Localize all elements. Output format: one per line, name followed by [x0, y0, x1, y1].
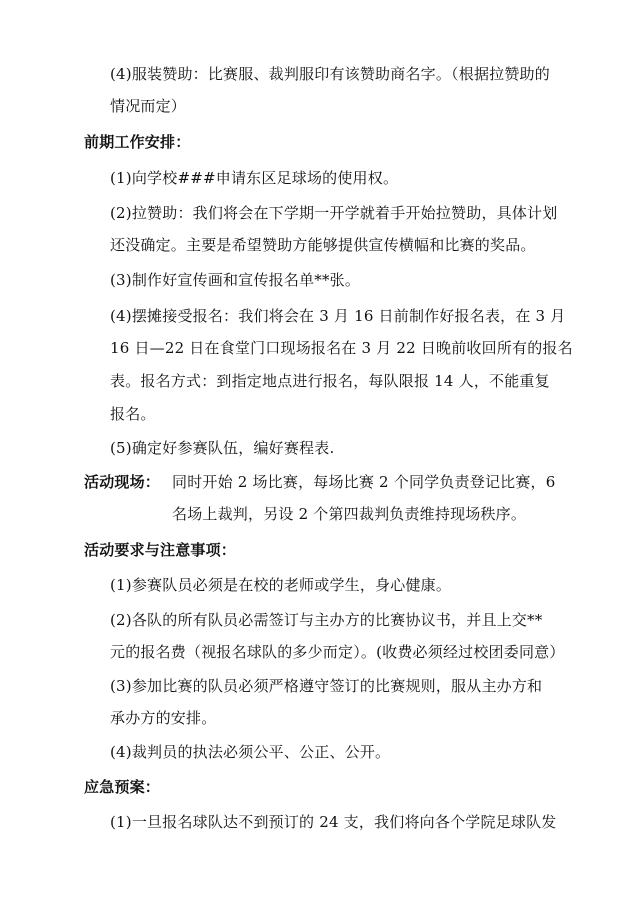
preparation-item-4-line3: 表。报名方式：到指定地点进行报名，每队限报 14 人，不能重复	[110, 372, 550, 390]
preparation-item-2-line1: (2)拉赞助：我们将会在下学期一开学就着手开始拉赞助，具体计划	[110, 204, 558, 222]
emergency-item-1-line1: (1)一旦报名球队达不到预订的 24 支，我们将向各个学院足球队发	[110, 813, 557, 831]
preparation-item-1: (1)向学校###申请东区足球场的使用权。	[110, 169, 399, 187]
requirements-item-3-line2: 承办方的安排。	[110, 709, 217, 727]
preparation-item-4-line1: (4)摆摊接受报名：我们将会在 3 月 16 日前制作好报名表，在 3 月	[110, 307, 566, 325]
onsite-line2: 名场上裁判，另设 2 个第四裁判负责维持现场秩序。	[172, 505, 527, 523]
emergency-heading: 应急预案：	[84, 778, 161, 796]
preparation-item-4-line4: 报名。	[110, 405, 156, 423]
onsite-line1: 同时开始 2 场比赛，每场比赛 2 个同学负责登记比赛，6	[172, 473, 556, 491]
preparation-item-4-line2: 16 日—22 日在食堂门口现场报名在 3 月 22 日晚前收回所有的报名	[110, 339, 573, 357]
preparation-item-3: (3)制作好宣传画和宣传报名单**张。	[110, 271, 361, 289]
requirements-item-2-line2: 元的报名费（视报名球队的多少而定）。(收费必须经过校团委同意）	[110, 643, 565, 661]
requirements-item-3-line1: (3)参加比赛的队员必须严格遵守签订的比赛规则，服从主办方和	[110, 677, 543, 695]
onsite-heading: 活动现场：	[84, 473, 161, 491]
preparation-item-2-line2: 还没确定。主要是希望赞助方能够提供宣传横幅和比赛的奖品。	[110, 236, 536, 254]
requirements-heading: 活动要求与注意事项：	[84, 541, 237, 559]
sponsorship-item-4-line1: (4)服装赞助：比赛服、裁判服印有该赞助商名字。（根据拉赞助的	[110, 65, 550, 83]
sponsorship-item-4-line2: 情况而定）	[110, 97, 187, 115]
preparation-item-5: (5)确定好参赛队伍，编好赛程表.	[110, 439, 335, 457]
requirements-item-2-line1: (2)各队的所有队员必需签订与主办方的比赛协议书，并且上交**	[110, 611, 543, 629]
requirements-item-4: (4)裁判员的执法必须公平、公正、公开。	[110, 743, 391, 761]
requirements-item-1: (1)参赛队员必须是在校的老师或学生，身心健康。	[110, 576, 452, 594]
preparation-heading: 前期工作安排：	[84, 133, 191, 151]
